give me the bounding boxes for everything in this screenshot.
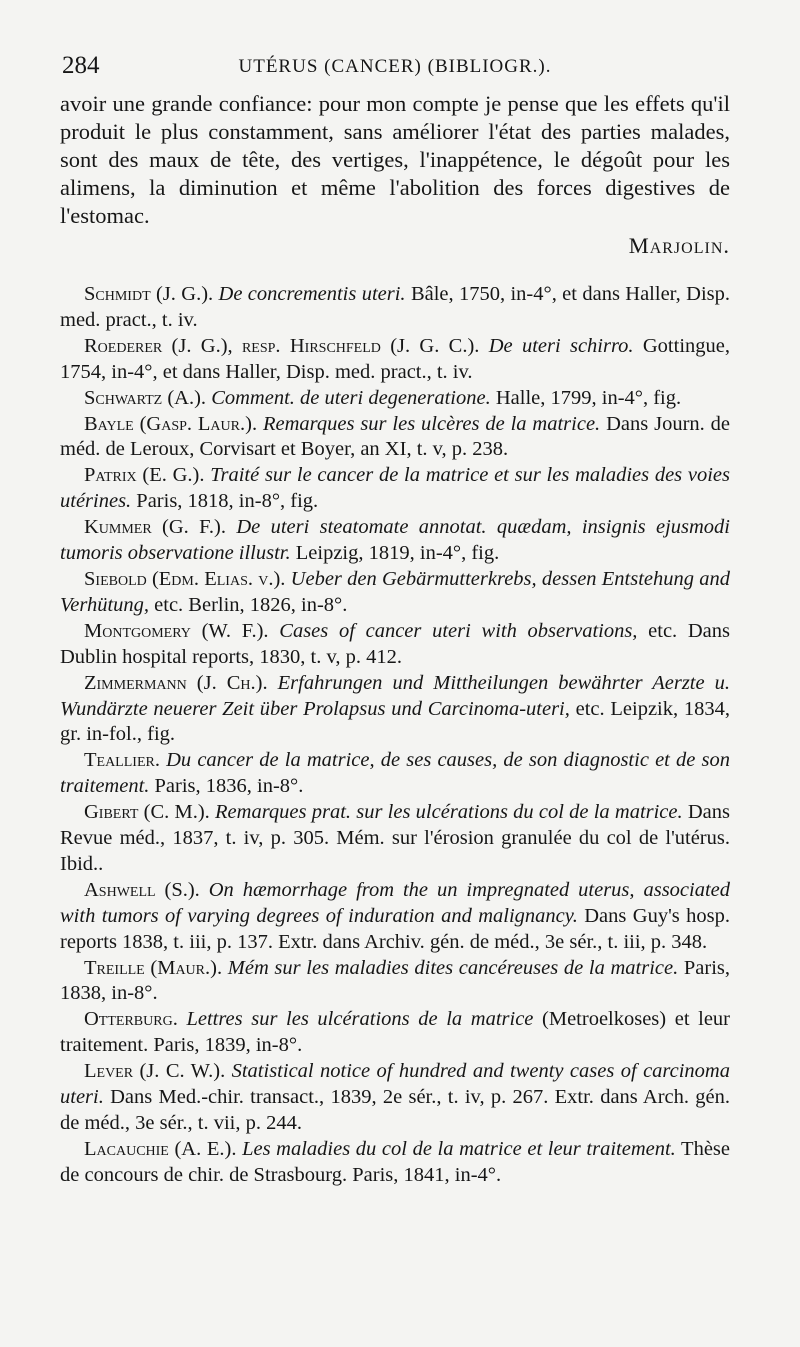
bibliography-entry	[60, 334, 730, 386]
entry-details: Paris, 1818, in-8°, fig.	[136, 490, 319, 513]
entry-details: Thèse de concours de chir. de Strasbourg. Paris, 1841, in-4°.	[60, 1137, 730, 1186]
entry-details: (Metroelkoses) et leur traitement. Paris, 1839, in-8°.	[60, 1008, 730, 1057]
page-header	[62, 52, 728, 86]
bibliography-entry	[60, 878, 730, 956]
bibliography-entry	[60, 412, 730, 464]
entry-details: Bâle, 1750, in-4°, et dans Haller, Disp. med. pract., t. iv.	[60, 283, 731, 331]
entry-title: Comment. de uteri degeneratione.	[211, 386, 491, 409]
entry-title: Traité sur le cancer de la matrice et sur les maladies des voies utérines.	[60, 464, 731, 513]
entry-details: Halle, 1799, in-4°, fig.	[495, 386, 682, 409]
entry-title: Remarques sur les ulcères de la matrice.	[262, 412, 601, 435]
entry-details: Dans Revue méd., 1837, t. iv, p. 305. Mém. sur l'érosion granulée du col de l'utérus. Ibid..	[60, 801, 731, 875]
entry-details: etc. Berlin, 1826, in-8°.	[154, 593, 348, 616]
bibliography-entry	[60, 515, 730, 567]
entry-details: Leipzig, 1819, in-4°, fig.	[295, 542, 500, 565]
entry-author: Lacauchie (A. E.).	[84, 1137, 237, 1160]
entry-title: De concrementis uteri.	[218, 283, 406, 305]
entry-author: Kummer (G. F.).	[84, 516, 226, 539]
entry-details: Dans Journ. de méd. de Leroux, Corvisart et Boyer, an XI, t. v, p. 238.	[60, 412, 731, 461]
bibliography-entry	[60, 671, 730, 749]
entry-details: Paris, 1838, in-8°.	[60, 956, 731, 1005]
entry-title: Cases of cancer uteri with observations,	[279, 619, 638, 642]
entry-title: Du cancer de la matrice, de ses causes, de son diagnostic et de son traitement.	[60, 749, 730, 798]
bibliography-entry	[60, 1007, 730, 1059]
entry-author: Roederer (J. G.), resp. Hirschfeld (J. G. C.).	[84, 334, 480, 357]
entry-title: Les maladies du col de la matrice et leur traitement.	[242, 1137, 676, 1160]
bibliography-entry	[60, 386, 730, 412]
entry-title: Mém sur les maladies dites cancéreuses de la matrice.	[227, 956, 679, 979]
entry-author: Gibert (C. M.).	[84, 801, 210, 824]
entry-details: Gottingue, 1754, in-4°, et dans Haller, Disp. med. pract., t. iv.	[60, 334, 730, 383]
entry-author: Siebold (Edm. Elias. v.).	[84, 567, 286, 590]
entry-author: Lever (J. C. W.).	[84, 1060, 226, 1083]
entry-author: Otterburg.	[84, 1008, 178, 1031]
entry-author: Teallier.	[84, 749, 160, 772]
entry-title: Lettres sur les ulcérations de la matrice	[186, 1008, 534, 1031]
page-number: 284	[62, 52, 100, 79]
entry-author: Ashwell (S.).	[84, 878, 200, 901]
entry-author: Treille (Maur.).	[84, 956, 223, 979]
entry-title: Erfahrungen und Mittheilungen bewährter Aerzte u. Wundärzte neuerer Zeit über Prolapsus und Carcinoma-uteri,	[60, 671, 730, 720]
entry-author: Schmidt (J. G.).	[84, 283, 214, 305]
entry-details: Paris, 1836, in-8°.	[154, 775, 304, 798]
entry-details: Dans Guy's hosp. reports 1838, t. iii, p. 137. Extr. dans Archiv. gén. de méd., 3e sér., t. iii, p. 348.	[60, 904, 730, 953]
entry-details: Dans Med.-chir. transact., 1839, 2e sér., t. iv, p. 267. Extr. dans Arch. gén. de méd., 3e sér., t. vii, p. 244.	[60, 1086, 731, 1134]
signature: Marjolin.	[628, 233, 730, 258]
entry-title: On hæmorrhage from the un impregnated uterus, associated with tumors of varying degrees of induration and malignancy.	[60, 878, 731, 927]
bibliography-entry	[60, 282, 730, 334]
entry-title: De uteri schirro.	[488, 334, 634, 357]
bibliography-entry	[60, 619, 730, 671]
running-title: UTÉRUS (CANCER) (BIBLIOGR.).	[238, 56, 552, 77]
bibliography-entry	[60, 1137, 730, 1189]
entry-details: etc. Dans Dublin hospital reports, 1830, t. v, p. 412.	[60, 619, 731, 668]
bibliography-entry	[60, 748, 730, 800]
intro-section	[60, 90, 730, 260]
entry-title: De uteri steatomate annotat. quædam, insignis ejusmodi tumoris observatione illustr.	[60, 516, 731, 565]
entry-author: Bayle (Gasp. Laur.).	[84, 412, 258, 435]
entry-author: Zimmermann (J. Ch.).	[84, 671, 268, 694]
intro-paragraph: avoir une grande confiance: pour mon compte je pense que les effets qu'il produit le plus constamment, sans améliorer l'état des parties malades, sont des maux de tête, des vertiges, l'inappétence, le dégoût pour les alimens, la diminution et même l'abolition des forces digestives de l'estomac.	[60, 91, 730, 228]
entry-title: Ueber den Gebärmutterkrebs, dessen Entstehung and Verhütung,	[60, 567, 731, 616]
entry-title: Statistical notice of hundred and twenty cases of carcinoma uteri.	[60, 1060, 730, 1109]
bibliography-entry	[60, 567, 730, 619]
bibliography	[60, 282, 730, 1189]
bibliography-entry	[60, 463, 730, 515]
entry-author: Schwartz (A.).	[84, 386, 207, 409]
bibliography-entry	[60, 1059, 730, 1137]
bibliography-entry	[60, 956, 730, 1008]
entry-author: Patrix (E. G.).	[84, 464, 205, 487]
bibliography-entry	[60, 800, 730, 878]
entry-author: Montgomery (W. F.).	[84, 619, 269, 642]
entry-title: Remarques prat. sur les ulcérations du col de la matrice.	[215, 801, 683, 824]
entry-details: etc. Leipzik, 1834, gr. in-fol., fig.	[60, 697, 730, 746]
